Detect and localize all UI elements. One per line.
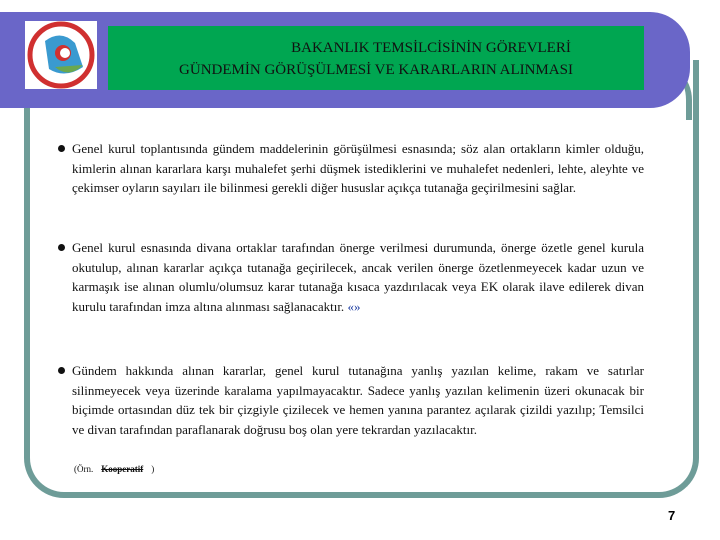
list-item	[58, 238, 644, 316]
title-line-2: GÜNDEMİN GÖRÜŞÜLMESİ VE KARARLARIN ALINMASI	[179, 62, 573, 78]
bullet-icon	[58, 145, 65, 152]
list-item	[58, 139, 644, 198]
item-text-body: Genel kurul esnasında divana ortaklar tarafından önerge verilmesi durumunda, önerge özetle genel kurula okutulup, alınan kararlar açıkça tutanağa geçirilecek, ancak verilen önerge özetlenmeyecek kadar uzun ve karmaşık ise alınan olumlu/olumsuz karar tutanağa kısaca yazdırılacak veya EK olarak ilave edilerek divan kurulu tarafından imza altına alınması sağlanacaktır.	[72, 240, 644, 314]
example-note	[74, 464, 154, 474]
page-number: 7	[668, 508, 676, 523]
item-text: Genel kurul toplantısında gündem maddelerinin görüşülmesi esnasında; söz alan ortakların kimler olduğu, kimlerin alınan kararlara karşı muhalefet şerhi düşmek istediklerini ve muhalefet nedenleri, lehte, aleyhte ve çekimser oyların sayıları ile bilinmesi gerekli diğer hususlar açıkça tutanağa geçirilmesini sağlar.	[72, 141, 644, 196]
bullet-icon	[58, 367, 65, 374]
item-text: Gündem hakkında alınan kararlar, genel kurul tutanağına yanlış yazılan kelime, rakam ve satırlar silinmeyecek veya üzerinde karalama yapılmayacaktır. Sadece yanlış yazılan kelimenin üzeri okunacak bir biçimde ortasından düz tek bir çizgiyle çizilecek ve hemen yanına parantez açılarak çizildi yazılıp; Temsilci ve divan tarafından paraflanarak doğrusu boş olan yere tekrardan yazılacaktır.	[72, 363, 644, 437]
example-open: (Örn.	[74, 464, 94, 474]
title-line-1: BAKANLIK TEMSİLCİSİNİN GÖREVLERİ	[291, 40, 571, 56]
quote-marks: «»	[347, 298, 361, 314]
struck-word: Kooperatif	[101, 464, 144, 474]
example-close: )	[151, 464, 155, 474]
bullet-icon	[58, 244, 65, 251]
page-title	[108, 26, 644, 90]
ministry-logo	[25, 21, 97, 89]
list-item	[58, 361, 644, 439]
item-text	[72, 238, 644, 316]
